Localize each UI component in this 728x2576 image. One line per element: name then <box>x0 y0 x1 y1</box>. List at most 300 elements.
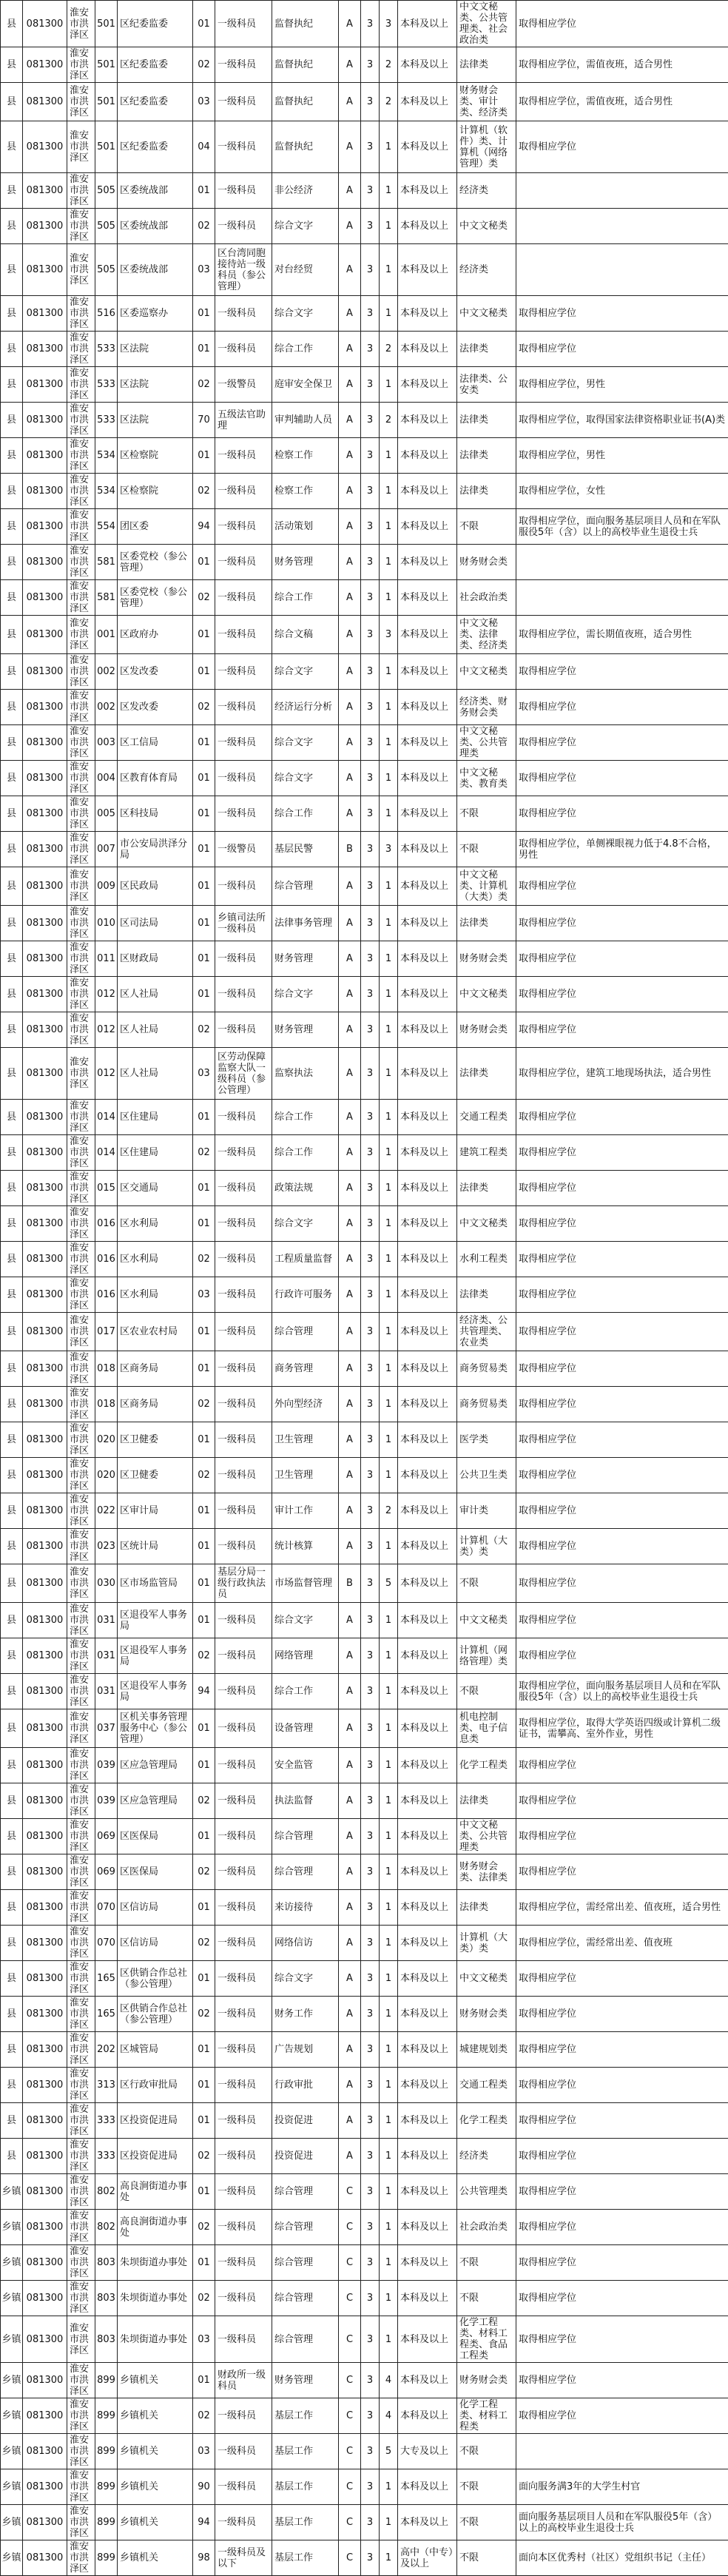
code-cell: 081300 <box>23 1 67 47</box>
major-cell: 中文文秘类、计算机（大类）类 <box>457 867 516 906</box>
unit-code-cell: 020 <box>95 1422 118 1458</box>
code-cell: 081300 <box>23 332 67 367</box>
level-cell: 县 <box>1 173 23 209</box>
duty-cell: 基层工作 <box>272 2505 339 2540</box>
ratio-cell: 3 <box>361 332 380 367</box>
unit-code-cell: 016 <box>95 1242 118 1277</box>
requirements-cell: 取得相应学位，单侧裸眼视力低于4.8不合格，男性 <box>516 832 728 867</box>
position-code-cell: 01 <box>193 654 215 690</box>
major-cell: 商务贸易类 <box>457 1387 516 1422</box>
major-cell: 审计类 <box>457 1493 516 1529</box>
major-cell: 不限 <box>457 2469 516 2505</box>
category-cell: A <box>339 1422 361 1458</box>
education-cell: 本科及以上 <box>398 2103 457 2139</box>
position-code-cell: 01 <box>193 2245 215 2281</box>
unit-code-cell: 803 <box>95 2316 118 2363</box>
position-name-cell: 一级科员 <box>215 616 272 654</box>
category-cell: A <box>339 1048 361 1100</box>
education-cell: 本科及以上 <box>398 832 457 867</box>
major-cell: 计算机（网络管理）类 <box>457 1638 516 1674</box>
position-code-cell: 70 <box>193 403 215 438</box>
major-cell: 不限 <box>457 509 516 545</box>
count-cell: 1 <box>380 2245 398 2281</box>
ratio-cell: 3 <box>361 209 380 244</box>
category-cell: A <box>339 1819 361 1854</box>
category-cell: A <box>339 1529 361 1564</box>
region-cell: 淮安市洪泽区 <box>67 1100 95 1135</box>
level-cell: 县 <box>1 580 23 616</box>
region-cell: 淮安市洪泽区 <box>67 1961 95 1997</box>
unit-code-cell: 899 <box>95 2398 118 2434</box>
position-name-cell: 一级科员 <box>215 1854 272 1890</box>
duty-cell: 综合文字 <box>272 1603 339 1638</box>
position-name-cell: 一级科员 <box>215 2316 272 2363</box>
ratio-cell: 3 <box>361 121 380 173</box>
education-cell: 本科及以上 <box>398 1529 457 1564</box>
category-cell: A <box>339 1603 361 1638</box>
table-row <box>1 1135 728 1171</box>
ratio-cell: 3 <box>361 1100 380 1135</box>
unit-code-cell: 333 <box>95 2139 118 2174</box>
duty-cell: 综合文稿 <box>272 616 339 654</box>
region-cell: 淮安市洪泽区 <box>67 1709 95 1748</box>
count-cell: 1 <box>380 2316 398 2363</box>
table-row <box>1 209 728 244</box>
duty-cell: 综合文字 <box>272 977 339 1012</box>
region-cell: 淮安市洪泽区 <box>67 761 95 796</box>
region-cell: 淮安市洪泽区 <box>67 2316 95 2363</box>
unit-name-cell: 乡镇机关 <box>118 2505 193 2540</box>
unit-name-cell: 区供销合作总社（参公管理） <box>118 1961 193 1997</box>
position-code-cell: 02 <box>193 1926 215 1961</box>
region-cell: 淮安市洪泽区 <box>67 2174 95 2210</box>
position-code-cell: 01 <box>193 832 215 867</box>
region-cell: 淮安市洪泽区 <box>67 403 95 438</box>
code-cell: 081300 <box>23 1171 67 1206</box>
category-cell: A <box>339 1387 361 1422</box>
position-code-cell: 01 <box>193 725 215 761</box>
ratio-cell: 3 <box>361 1997 380 2032</box>
ratio-cell: 3 <box>361 367 380 403</box>
unit-code-cell: 031 <box>95 1638 118 1674</box>
education-cell: 本科及以上 <box>398 1493 457 1529</box>
position-code-cell: 01 <box>193 616 215 654</box>
code-cell: 081300 <box>23 1854 67 1890</box>
major-cell: 化学工程类 <box>457 2103 516 2139</box>
category-cell: A <box>339 367 361 403</box>
region-cell: 淮安市洪泽区 <box>67 1135 95 1171</box>
count-cell: 1 <box>380 725 398 761</box>
ratio-cell: 3 <box>361 1313 380 1351</box>
education-cell: 本科及以上 <box>398 173 457 209</box>
region-cell: 淮安市洪泽区 <box>67 1171 95 1206</box>
unit-name-cell: 朱坝街道办事处 <box>118 2316 193 2363</box>
level-cell: 县 <box>1 1819 23 1854</box>
level-cell: 县 <box>1 438 23 474</box>
position-name-cell: 一级科员 <box>215 1135 272 1171</box>
table-row <box>1 367 728 403</box>
unit-code-cell: 533 <box>95 332 118 367</box>
duty-cell: 非公经济 <box>272 173 339 209</box>
requirements-cell: 取得相应学位，需长期值夜班，适合男性 <box>516 616 728 654</box>
region-cell: 淮安市洪泽区 <box>67 1277 95 1313</box>
education-cell: 本科及以上 <box>398 2505 457 2540</box>
level-cell: 县 <box>1 244 23 296</box>
level-cell: 县 <box>1 867 23 906</box>
unit-name-cell: 乡镇机关 <box>118 2469 193 2505</box>
requirements-cell <box>516 209 728 244</box>
region-cell: 淮安市洪泽区 <box>67 1638 95 1674</box>
level-cell: 县 <box>1 2032 23 2068</box>
table-row <box>1 2103 728 2139</box>
table-row <box>1 1926 728 1961</box>
duty-cell: 行政审批 <box>272 2068 339 2103</box>
position-code-cell: 02 <box>193 1638 215 1674</box>
table-row <box>1 654 728 690</box>
unit-code-cell: 581 <box>95 545 118 580</box>
table-row <box>1 2210 728 2245</box>
region-cell: 淮安市洪泽区 <box>67 1926 95 1961</box>
code-cell: 081300 <box>23 403 67 438</box>
major-cell: 公共卫生类 <box>457 1458 516 1493</box>
level-cell: 县 <box>1 1783 23 1819</box>
ratio-cell: 3 <box>361 2469 380 2505</box>
education-cell: 本科及以上 <box>398 690 457 725</box>
position-name-cell: 一级科员 <box>215 83 272 121</box>
major-cell: 财务财会类、法律类 <box>457 1854 516 1890</box>
major-cell: 财务财会类、审计类、经济类 <box>457 83 516 121</box>
count-cell: 4 <box>380 2398 398 2434</box>
unit-name-cell: 团区委 <box>118 509 193 545</box>
duty-cell: 综合工作 <box>272 332 339 367</box>
count-cell: 1 <box>380 474 398 509</box>
region-cell: 淮安市洪泽区 <box>67 367 95 403</box>
duty-cell: 网络管理 <box>272 1638 339 1674</box>
requirements-cell: 取得相应学位，建筑工地现场执法，适合男性 <box>516 1048 728 1100</box>
region-cell: 淮安市洪泽区 <box>67 690 95 725</box>
code-cell: 081300 <box>23 2068 67 2103</box>
duty-cell: 执法监督 <box>272 1783 339 1819</box>
table-row <box>1 403 728 438</box>
table-row <box>1 867 728 906</box>
position-code-cell: 01 <box>193 1171 215 1206</box>
requirements-cell: 取得相应学位 <box>516 1242 728 1277</box>
major-cell: 经济类、财务财会类 <box>457 690 516 725</box>
requirements-cell: 取得相应学位 <box>516 2281 728 2316</box>
major-cell: 社会政治类 <box>457 2210 516 2245</box>
unit-name-cell: 区卫健委 <box>118 1422 193 1458</box>
table-row <box>1 509 728 545</box>
count-cell: 1 <box>380 2103 398 2139</box>
unit-name-cell: 区人社局 <box>118 1012 193 1048</box>
major-cell: 社会政治类 <box>457 580 516 616</box>
position-code-cell: 02 <box>193 2139 215 2174</box>
code-cell: 081300 <box>23 654 67 690</box>
duty-cell: 基层民警 <box>272 832 339 867</box>
education-cell: 本科及以上 <box>398 332 457 367</box>
requirements-cell: 取得相应学位 <box>516 1638 728 1674</box>
table-row <box>1 1674 728 1709</box>
region-cell: 淮安市洪泽区 <box>67 2505 95 2540</box>
duty-cell: 综合管理 <box>272 2210 339 2245</box>
position-name-cell: 一级科员 <box>215 1603 272 1638</box>
requirements-cell: 取得相应学位 <box>516 332 728 367</box>
education-cell: 本科及以上 <box>398 545 457 580</box>
education-cell: 本科及以上 <box>398 83 457 121</box>
ratio-cell: 3 <box>361 1493 380 1529</box>
count-cell: 1 <box>380 977 398 1012</box>
position-code-cell: 03 <box>193 2434 215 2469</box>
count-cell: 1 <box>380 1100 398 1135</box>
count-cell: 1 <box>380 2281 398 2316</box>
education-cell: 本科及以上 <box>398 1709 457 1748</box>
requirements-cell: 取得相应学位 <box>516 906 728 941</box>
unit-name-cell: 区退役军人事务局 <box>118 1674 193 1709</box>
duty-cell: 经济运行分析 <box>272 690 339 725</box>
unit-name-cell: 区民政局 <box>118 867 193 906</box>
code-cell: 081300 <box>23 690 67 725</box>
duty-cell: 财务工作 <box>272 1997 339 2032</box>
education-cell: 本科及以上 <box>398 796 457 832</box>
category-cell: A <box>339 296 361 332</box>
count-cell: 1 <box>380 1529 398 1564</box>
unit-code-cell: 165 <box>95 1961 118 1997</box>
education-cell: 本科及以上 <box>398 509 457 545</box>
requirements-cell: 取得相应学位 <box>516 1783 728 1819</box>
code-cell: 081300 <box>23 2469 67 2505</box>
code-cell: 081300 <box>23 1135 67 1171</box>
ratio-cell: 3 <box>361 1783 380 1819</box>
unit-name-cell: 乡镇机关 <box>118 2363 193 2398</box>
region-cell: 淮安市洪泽区 <box>67 1012 95 1048</box>
region-cell: 淮安市洪泽区 <box>67 2068 95 2103</box>
position-code-cell: 01 <box>193 438 215 474</box>
position-name-cell: 一级科员 <box>215 2434 272 2469</box>
education-cell: 本科及以上 <box>398 2316 457 2363</box>
position-code-cell: 01 <box>193 296 215 332</box>
ratio-cell: 3 <box>361 2281 380 2316</box>
unit-code-cell: 037 <box>95 1709 118 1748</box>
count-cell: 1 <box>380 1674 398 1709</box>
category-cell: A <box>339 332 361 367</box>
requirements-cell: 面向服务满3年的大学生村官 <box>516 2469 728 2505</box>
table-row <box>1 1890 728 1926</box>
major-cell: 不限 <box>457 1564 516 1603</box>
ratio-cell: 3 <box>361 796 380 832</box>
table-row <box>1 2363 728 2398</box>
unit-name-cell: 区水利局 <box>118 1206 193 1242</box>
position-code-cell: 03 <box>193 1277 215 1313</box>
position-code-cell: 02 <box>193 580 215 616</box>
duty-cell: 综合文字 <box>272 1206 339 1242</box>
duty-cell: 卫生管理 <box>272 1458 339 1493</box>
position-name-cell: 一级科员 <box>215 1638 272 1674</box>
count-cell: 1 <box>380 173 398 209</box>
major-cell: 不限 <box>457 2245 516 2281</box>
major-cell: 财务财会类 <box>457 1997 516 2032</box>
table-row <box>1 1458 728 1493</box>
table-row <box>1 1277 728 1313</box>
count-cell: 1 <box>380 1277 398 1313</box>
education-cell: 本科及以上 <box>398 1242 457 1277</box>
education-cell: 本科及以上 <box>398 1012 457 1048</box>
unit-name-cell: 区商务局 <box>118 1351 193 1387</box>
ratio-cell: 3 <box>361 1 380 47</box>
category-cell: A <box>339 1638 361 1674</box>
education-cell: 本科及以上 <box>398 2363 457 2398</box>
category-cell: A <box>339 2032 361 2068</box>
level-cell: 县 <box>1 1961 23 1997</box>
ratio-cell: 3 <box>361 1638 380 1674</box>
table-row <box>1 2540 728 2576</box>
requirements-cell: 取得相应学位 <box>516 1854 728 1890</box>
requirements-cell: 取得相应学位 <box>516 1819 728 1854</box>
education-cell: 本科及以上 <box>398 1674 457 1709</box>
requirements-cell: 取得相应学位，面向服务基层项目人员和在军队服役5年（含）以上的高校毕业生退役士兵 <box>516 509 728 545</box>
level-cell: 县 <box>1 1135 23 1171</box>
table-row <box>1 438 728 474</box>
level-cell: 县 <box>1 1242 23 1277</box>
table-row <box>1 1854 728 1890</box>
ratio-cell: 3 <box>361 761 380 796</box>
position-name-cell: 一级科员 <box>215 332 272 367</box>
position-name-cell: 一级科员 <box>215 2174 272 2210</box>
table-row <box>1 2245 728 2281</box>
level-cell: 县 <box>1 1048 23 1100</box>
table-row <box>1 1387 728 1422</box>
education-cell: 本科及以上 <box>398 121 457 173</box>
ratio-cell: 3 <box>361 47 380 83</box>
ratio-cell: 3 <box>361 2505 380 2540</box>
position-code-cell: 03 <box>193 83 215 121</box>
count-cell: 1 <box>380 580 398 616</box>
ratio-cell: 3 <box>361 1351 380 1387</box>
category-cell: A <box>339 2068 361 2103</box>
ratio-cell: 3 <box>361 2032 380 2068</box>
category-cell: A <box>339 474 361 509</box>
unit-code-cell: 012 <box>95 1012 118 1048</box>
unit-code-cell: 020 <box>95 1458 118 1493</box>
major-cell: 水利工程类 <box>457 1242 516 1277</box>
count-cell: 2 <box>380 83 398 121</box>
category-cell: A <box>339 2139 361 2174</box>
table-row <box>1 1242 728 1277</box>
count-cell: 3 <box>380 832 398 867</box>
level-cell: 县 <box>1 1206 23 1242</box>
table-row <box>1 296 728 332</box>
position-code-cell: 01 <box>193 1709 215 1748</box>
position-name-cell: 财政所一级科员 <box>215 2363 272 2398</box>
level-cell: 县 <box>1 121 23 173</box>
level-cell: 县 <box>1 1171 23 1206</box>
education-cell: 本科及以上 <box>398 474 457 509</box>
region-cell: 淮安市洪泽区 <box>67 1422 95 1458</box>
position-code-cell: 94 <box>193 2505 215 2540</box>
education-cell: 本科及以上 <box>398 403 457 438</box>
region-cell: 淮安市洪泽区 <box>67 1748 95 1783</box>
count-cell: 1 <box>380 509 398 545</box>
duty-cell: 对台经贸 <box>272 244 339 296</box>
code-cell: 081300 <box>23 1564 67 1603</box>
requirements-cell <box>516 580 728 616</box>
position-name-cell: 一级科员 <box>215 796 272 832</box>
unit-name-cell: 区法院 <box>118 332 193 367</box>
category-cell: A <box>339 1748 361 1783</box>
region-cell: 淮安市洪泽区 <box>67 2540 95 2576</box>
position-code-cell: 98 <box>193 2540 215 2576</box>
requirements-cell: 取得相应学位，取得国家法律资格职业证书(A)类 <box>516 403 728 438</box>
unit-name-cell: 区医保局 <box>118 1819 193 1854</box>
ratio-cell: 3 <box>361 2210 380 2245</box>
education-cell: 本科及以上 <box>398 438 457 474</box>
position-name-cell: 一级科员 <box>215 2139 272 2174</box>
region-cell: 淮安市洪泽区 <box>67 2139 95 2174</box>
count-cell: 2 <box>380 47 398 83</box>
level-cell: 乡镇 <box>1 2316 23 2363</box>
table-row <box>1 1529 728 1564</box>
requirements-cell: 取得相应学位 <box>516 2032 728 2068</box>
position-name-cell: 一级科员 <box>215 1277 272 1313</box>
position-name-cell: 一级科员 <box>215 1997 272 2032</box>
code-cell: 081300 <box>23 2139 67 2174</box>
ratio-cell: 3 <box>361 867 380 906</box>
code-cell: 081300 <box>23 47 67 83</box>
education-cell: 本科及以上 <box>398 1422 457 1458</box>
unit-name-cell: 高良涧街道办事处 <box>118 2210 193 2245</box>
position-code-cell: 02 <box>193 1783 215 1819</box>
position-name-cell: 一级科员 <box>215 2469 272 2505</box>
education-cell: 本科及以上 <box>398 867 457 906</box>
unit-name-cell: 乡镇机关 <box>118 2434 193 2469</box>
major-cell: 化学工程类、材料工程类 <box>457 2398 516 2434</box>
count-cell: 1 <box>380 1313 398 1351</box>
ratio-cell: 3 <box>361 2540 380 2576</box>
category-cell: A <box>339 1961 361 1997</box>
region-cell: 淮安市洪泽区 <box>67 438 95 474</box>
category-cell: B <box>339 1564 361 1603</box>
duty-cell: 综合管理 <box>272 2316 339 2363</box>
requirements-cell: 取得相应学位，女性 <box>516 474 728 509</box>
education-cell: 本科及以上 <box>398 1783 457 1819</box>
education-cell: 本科及以上 <box>398 2068 457 2103</box>
unit-name-cell: 区城管局 <box>118 2032 193 2068</box>
requirements-cell: 取得相应学位 <box>516 2316 728 2363</box>
ratio-cell: 3 <box>361 2174 380 2210</box>
code-cell: 081300 <box>23 1961 67 1997</box>
count-cell: 1 <box>380 1387 398 1422</box>
major-cell: 不限 <box>457 2434 516 2469</box>
unit-code-cell: 803 <box>95 2245 118 2281</box>
ratio-cell: 3 <box>361 1926 380 1961</box>
category-cell: C <box>339 2210 361 2245</box>
requirements-cell: 取得相应学位 <box>516 1529 728 1564</box>
unit-name-cell: 区应急管理局 <box>118 1783 193 1819</box>
level-cell: 乡镇 <box>1 2281 23 2316</box>
duty-cell: 综合管理 <box>272 2245 339 2281</box>
ratio-cell: 3 <box>361 1422 380 1458</box>
unit-name-cell: 区医保局 <box>118 1854 193 1890</box>
position-code-cell: 01 <box>193 1313 215 1351</box>
major-cell: 法律类 <box>457 1890 516 1926</box>
count-cell: 1 <box>380 1603 398 1638</box>
position-name-cell: 一级科员 <box>215 654 272 690</box>
position-name-cell: 基层分局一级行政执法员 <box>215 1564 272 1603</box>
unit-code-cell: 012 <box>95 977 118 1012</box>
ratio-cell: 3 <box>361 725 380 761</box>
requirements-cell: 取得相应学位 <box>516 2210 728 2245</box>
education-cell: 本科及以上 <box>398 2245 457 2281</box>
duty-cell: 设备管理 <box>272 1709 339 1748</box>
